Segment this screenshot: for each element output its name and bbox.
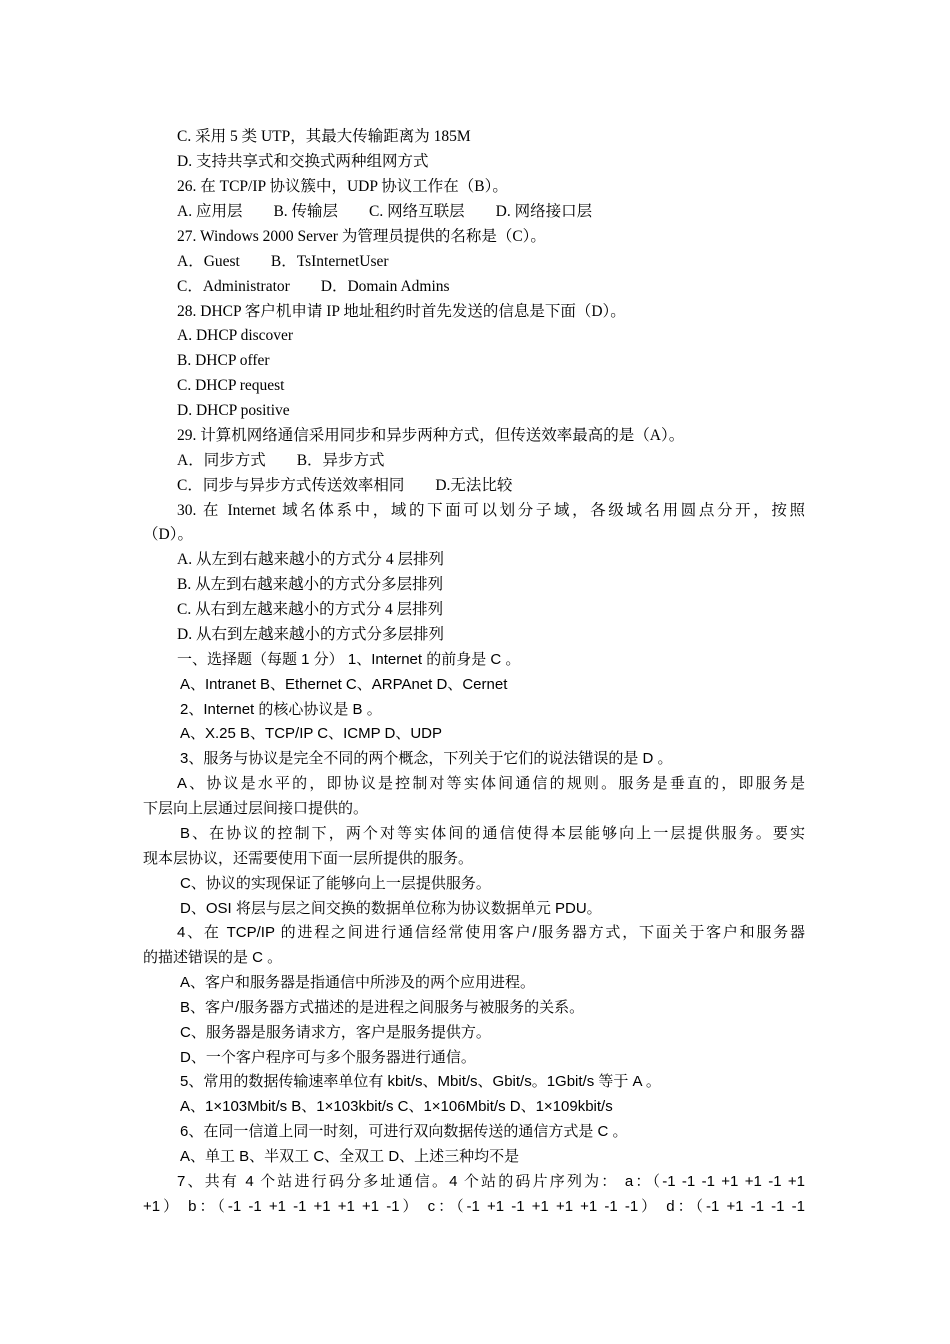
text-line: C．同步与异步方式传送效率相同 D.无法比较 bbox=[177, 477, 513, 494]
text-line: C．Administrator D．Domain Admins bbox=[177, 278, 450, 295]
text-line: A、客户和服务器是指通信中所涉及的两个应用进程。 bbox=[180, 974, 536, 991]
text-line: B. DHCP offer bbox=[177, 352, 270, 369]
text-line: 下层向上层通过层间接口提供的。 bbox=[143, 800, 369, 817]
text-line: D. DHCP positive bbox=[177, 402, 290, 419]
question-6: 6、在同一信道上同一时刻，可进行双向数据传送的通信方式是 C 。 bbox=[180, 1123, 628, 1140]
text-line: B、在协议的控制下，两个对等实体间的通信使得本层能够向上一层提供服务。要实 bbox=[180, 825, 805, 842]
text-line: A、单工 B、半双工 C、全双工 D、上述三种均不是 bbox=[180, 1148, 520, 1165]
text-line: B、客户/服务器方式描述的是进程之间服务与被服务的关系。 bbox=[180, 999, 585, 1016]
text-line: A、1×103Mbit/s B、1×103kbit/s C、1×106Mbit/s D、1×109kbit/s bbox=[180, 1098, 613, 1115]
text-line: D、一个客户程序可与多个服务器进行通信。 bbox=[180, 1049, 476, 1066]
question-2: 2、Internet 的核心协议是 B 。 bbox=[180, 701, 382, 718]
question-7: 7、共有 4 个站进行码分多址通信。4 个站的码片序列为： a：（-1 -1 -1 +1 +1 -1 +1 bbox=[177, 1173, 805, 1190]
text-line: C、协议的实现保证了能够向上一层提供服务。 bbox=[180, 875, 491, 892]
text-line: D、OSI 将层与层之间交换的数据单位称为协议数据单元 PDU。 bbox=[180, 900, 602, 917]
question-4: 4、在 TCP/IP 的进程之间进行通信经常使用客户/服务器方式，下面关于客户和服务器 bbox=[177, 924, 805, 941]
question-28: 28. DHCP 客户机申请 IP 地址租约时首先发送的信息是下面（D）。 bbox=[177, 303, 626, 320]
text-line: A、X.25 B、TCP/IP C、ICMP D、UDP bbox=[180, 725, 443, 742]
text-line: D. 从右到左越来越小的方式分多层排列 bbox=[177, 626, 444, 643]
text-line: A. DHCP discover bbox=[177, 327, 294, 344]
question-29: 29. 计算机网络通信采用同步和异步两种方式，但传送效率最高的是（A）。 bbox=[177, 427, 685, 444]
question-26: 26. 在 TCP/IP 协议簇中，UDP 协议工作在（B）。 bbox=[177, 178, 508, 195]
question-5: 5、常用的数据传输速率单位有 kbit/s、Mbit/s、Gbit/s。1Gbit/s 等于 A 。 bbox=[180, 1073, 661, 1090]
question-30: 30. 在 Internet 域名体系中，域的下面可以划分子域，各级域名用圆点分开，按照 bbox=[177, 502, 805, 519]
text-line: A、协议是水平的，即协议是控制对等实体间通信的规则。服务是垂直的，即服务是 bbox=[177, 775, 805, 792]
text-line: +1） b：（-1 -1 +1 -1 +1 +1 +1 -1） c：（-1 +1 -1 +1 +1 +1 -1 -1） d：（-1 +1 -1 -1 -1 bbox=[143, 1198, 805, 1215]
text-line: C. 采用 5 类 UTP，其最大传输距离为 185M bbox=[177, 128, 471, 145]
text-line: 的描述错误的是 C 。 bbox=[143, 949, 283, 966]
text-line: A. 应用层 B. 传输层 C. 网络互联层 D. 网络接口层 bbox=[177, 203, 593, 220]
text-line: C. 从右到左越来越小的方式分 4 层排列 bbox=[177, 601, 444, 618]
text-line: A．Guest B．TsInternetUser bbox=[177, 253, 389, 270]
text-line: B. 从左到右越来越小的方式分多层排列 bbox=[177, 576, 444, 593]
text-line: 现本层协议，还需要使用下面一层所提供的服务。 bbox=[143, 850, 474, 867]
text-line: A、Intranet B、Ethernet C、ARPAnet D、Cernet bbox=[180, 676, 508, 693]
question-27: 27. Windows 2000 Server 为管理员提供的名称是（C）。 bbox=[177, 228, 546, 245]
question-3: 3、服务与协议是完全不同的两个概念，下列关于它们的说法错误的是 D 。 bbox=[180, 750, 673, 767]
text-line: A．同步方式 B．异步方式 bbox=[177, 452, 385, 469]
text-line: A. 从左到右越来越小的方式分 4 层排列 bbox=[177, 551, 444, 568]
text-line: C、服务器是服务请求方，客户是服务提供方。 bbox=[180, 1024, 491, 1041]
text-line: D. 支持共享式和交换式两种组网方式 bbox=[177, 153, 429, 170]
text-line: （D）。 bbox=[143, 526, 193, 543]
text-line: C. DHCP request bbox=[177, 377, 285, 394]
section-heading: 一、选择题（每题 1 分） 1、Internet 的前身是 C 。 bbox=[177, 651, 521, 668]
